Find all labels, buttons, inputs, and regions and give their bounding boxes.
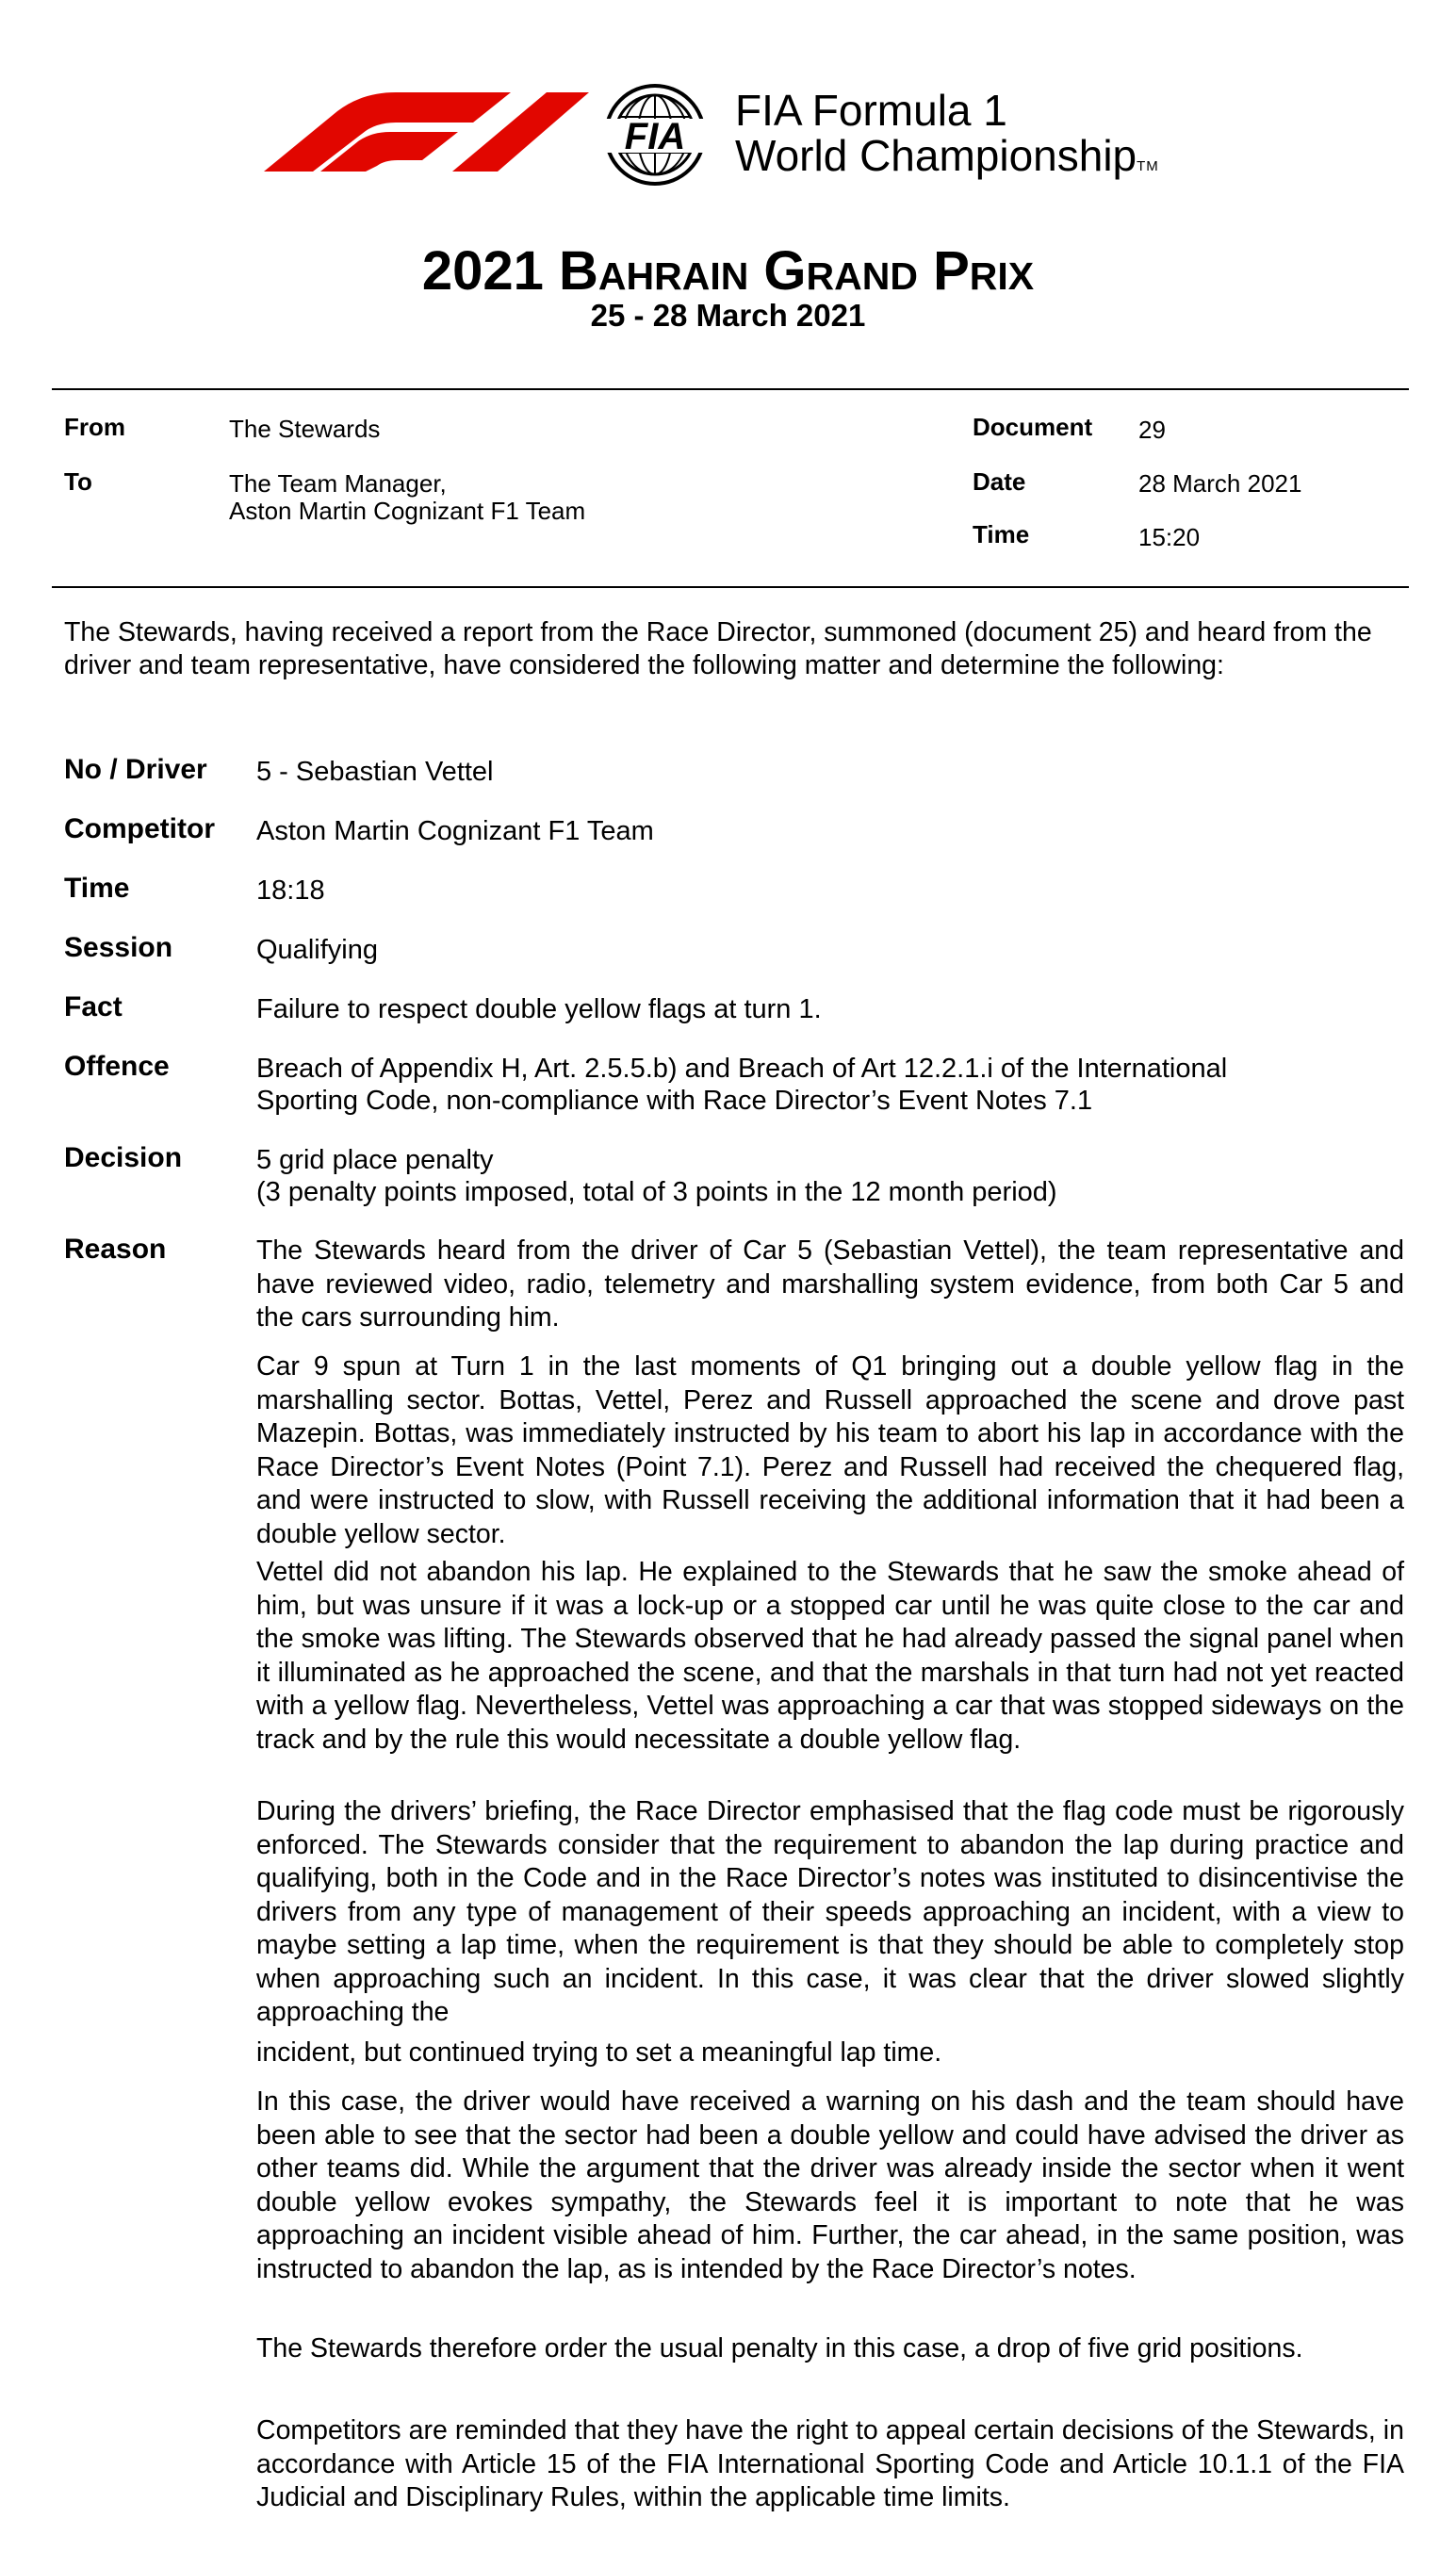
event-title-name: Bahrain Grand Prix <box>559 240 1035 302</box>
event-dates: 25 - 28 March 2021 <box>590 298 866 333</box>
from-label: From <box>64 413 125 441</box>
emblem-letters: FIA <box>624 116 686 157</box>
offence-value-line-2: Sporting Code, non-compliance with Race Director’s Event Notes 7.1 <box>256 1086 1093 1116</box>
driver-label: No / Driver <box>64 754 207 785</box>
decision-value-line-2: (3 penalty points imposed, total of 3 points in the 12 month period) <box>256 1177 1057 1207</box>
session-label: Session <box>64 932 173 963</box>
offence-label: Offence <box>64 1051 170 1082</box>
reason-paragraph-1: The Stewards heard from the driver of Car 5 (Sebastian Vettel), the team representative and have reviewed video, radio, telemetry and marshalling system evidence, from both Car 5 and the cars surrounding him. <box>256 1235 1404 1333</box>
fact-value: Failure to respect double yellow flags at turn 1. <box>256 994 822 1024</box>
document-value: 29 <box>1138 416 1166 444</box>
competitor-label: Competitor <box>64 813 215 844</box>
event-title <box>0 241 1456 302</box>
brand-line-2-text: World Championship <box>735 131 1137 180</box>
date-label: Date <box>973 467 1026 496</box>
date-value: 28 March 2021 <box>1138 469 1302 498</box>
time-label: Time <box>973 520 1030 548</box>
time-field-value: 18:18 <box>256 875 325 906</box>
offence-value-line-1: Breach of Appendix H, Art. 2.5.5.b) and Breach of Art 12.2.1.i of the International <box>256 1054 1228 1084</box>
reason-label: Reason <box>64 1234 167 1265</box>
reason-paragraph-4-continued: incident, but continued trying to set a meaningful lap time. <box>256 2037 942 2068</box>
reason-paragraph-2: Car 9 spun at Turn 1 in the last moments of Q1 bringing out a double yellow flag in the marshalling sector. Bottas, Vettel, Perez and Russell approached the scene and drove past Mazepin. Bottas, was immediately instructed by his team to abort his lap in accordance with the Race Director’s Event Notes (Point 7.1). Perez and Russell had received the chequered flag, and were instructed to slow, with Russell receiving the additional information that it had been a double yellow sector. <box>256 1351 1404 1549</box>
divider-bottom <box>52 586 1409 588</box>
divider-top <box>52 388 1409 390</box>
event-title-year: 2021 <box>421 240 544 302</box>
time-field-label: Time <box>64 873 130 904</box>
logo-header <box>264 83 1225 187</box>
fia-emblem-icon <box>589 83 721 187</box>
from-value: The Stewards <box>229 415 381 443</box>
competitor-value: Aston Martin Cognizant F1 Team <box>256 816 654 846</box>
reason-paragraph-3: Vettel did not abandon his lap. He explained to the Stewards that he saw the smoke ahead of him, but was unsure if it was a lock-up or a stopped car until he was quite close to the car and the smoke was lifting. The Stewards observed that he had already passed the signal panel when it illuminated as he approached the scene, and that the marshals in that turn had not yet reacted with a yellow flag. Nevertheless, Vettel was approaching a car that was stopped sideways on the track and by the rule this would necessitate a double yellow flag. <box>256 1557 1404 1755</box>
decision-label: Decision <box>64 1142 183 1173</box>
session-value: Qualifying <box>256 935 378 965</box>
to-label: To <box>64 467 92 496</box>
brand-line-2 <box>735 130 1159 181</box>
reason-paragraph-4: During the drivers’ briefing, the Race Director emphasised that the flag code must be rigorously enforced. The Stewards consider that the requirement to abandon the lap during practice and qualifying, both in the Code and in the Race Director’s notes was instituted to disincentivise the drivers from any type of management of their speeds approaching an incident, with a view to maybe setting a lap time, when the requirement is that they should be able to completely stop when approaching such an incident. In this case, it was clear that the driver slowed slightly approaching the <box>256 1796 1404 2027</box>
trademark-mark: TM <box>1137 158 1159 174</box>
document-label: Document <box>973 413 1093 441</box>
decision-value-line-1: 5 grid place penalty <box>256 1145 494 1175</box>
time-value: 15:20 <box>1138 523 1201 551</box>
brand-line-1: FIA Formula 1 <box>735 86 1007 135</box>
reason-paragraph-6: The Stewards therefore order the usual penalty in this case, a drop of five grid positions. <box>256 2333 1303 2364</box>
f1-logo-icon <box>264 89 589 173</box>
driver-value: 5 - Sebastian Vettel <box>256 757 494 787</box>
intro-paragraph: The Stewards, having received a report from the Race Director, summoned (document 25) and heard from the driver and team representative, have considered the following matter and determine the following: <box>64 617 1372 680</box>
reason-paragraph-7: Competitors are reminded that they have the right to appeal certain decisions of the Stewards, in accordance with Article 15 of the FIA International Sporting Code and Article 10.1.1 of the FIA Judicial and Disciplinary Rules, within the applicable time limits. <box>256 2415 1404 2512</box>
to-value-line-2: Aston Martin Cognizant F1 Team <box>229 497 586 525</box>
to-value-line-1: The Team Manager, <box>229 469 447 498</box>
reason-paragraph-5: In this case, the driver would have received a warning on his dash and the team should have been able to see that the sector had been a double yellow and could have advised the driver as other teams did. While the argument that the driver was already inside the sector when it went double yellow evokes sympathy, the Stewards feel it is important to note that he was approaching an incident visible ahead of him. Further, the car ahead, in the same position, was instructed to abandon the lap, as is intended by the Race Director’s notes. <box>256 2086 1404 2284</box>
fact-label: Fact <box>64 991 123 1022</box>
